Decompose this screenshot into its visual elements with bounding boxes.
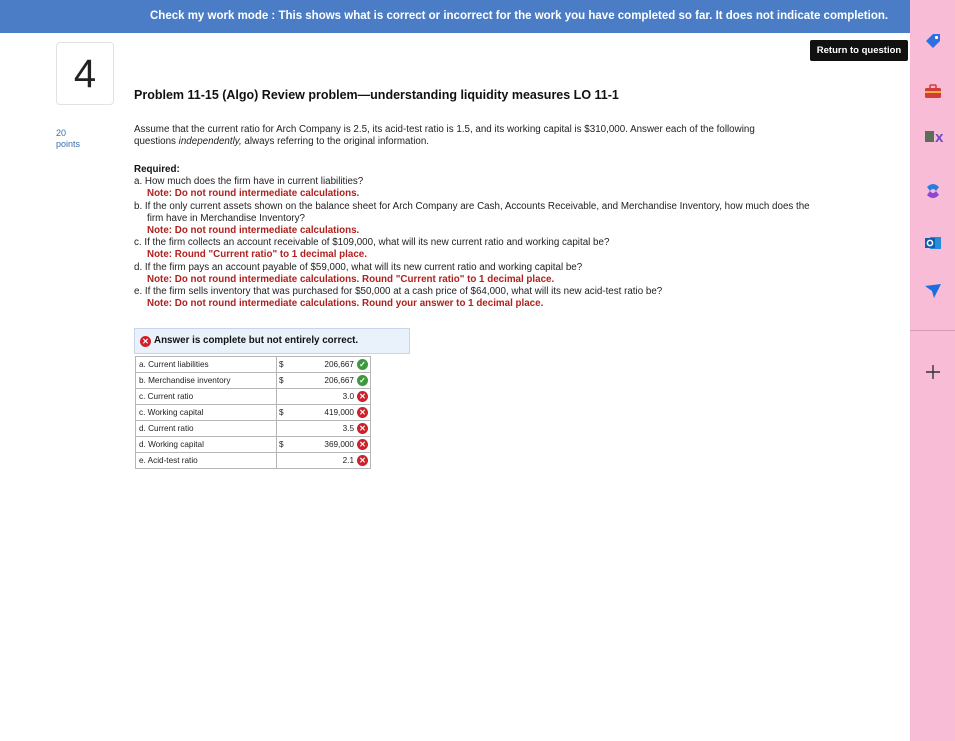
answer-value-cell[interactable]: [295, 373, 371, 389]
plus-icon[interactable]: [922, 361, 944, 383]
correct-icon: ✓: [357, 359, 368, 370]
answer-value: 206,667: [324, 375, 354, 385]
answer-value: 3.0: [342, 391, 354, 401]
answer-value-cell[interactable]: [295, 421, 371, 437]
answer-value-cell[interactable]: [295, 437, 371, 453]
points-unit: points: [56, 139, 81, 149]
table-row: [136, 373, 371, 389]
intro-text-1: Assume that the current ratio for Arch Company is 2.5, its acid-test ratio is 1.5, and its working capital is $310,000. Answer each of the following questions: [134, 124, 755, 147]
answer-currency: $: [277, 357, 295, 373]
required-item-a: a. How much does the firm have in current liabilities?: [134, 176, 364, 188]
incorrect-icon: ✕: [357, 391, 368, 402]
answer-label: b. Merchandise inventory: [136, 373, 277, 389]
translate-icon[interactable]: [922, 126, 944, 148]
answer-currency: [277, 453, 295, 469]
required-section: [134, 164, 814, 310]
answer-label: d. Working capital: [136, 437, 277, 453]
required-note-a: Note: Do not round intermediate calculations.: [147, 188, 360, 200]
required-item-d: d. If the firm pays an account payable of $59,000, what will its new current ratio and working capital be?: [134, 261, 583, 273]
answer-value: 206,667: [324, 359, 354, 369]
svg-text:X: X: [935, 132, 943, 145]
sidebar-divider: [910, 330, 955, 331]
answer-label: e. Acid-test ratio: [136, 453, 277, 469]
required-item-e: e. If the firm sells inventory that was purchased for $50,000 at a cash price of $64,000, what will its new acid-test ratio be?: [134, 286, 663, 298]
return-to-question-button[interactable]: Return to question: [810, 40, 908, 61]
answer-value-cell[interactable]: [295, 357, 371, 373]
required-note-d: Note: Do not round intermediate calculations. Round "Current ratio" to 1 decimal place.: [147, 273, 555, 285]
answer-currency: [277, 421, 295, 437]
intro-italic: independently,: [178, 136, 242, 147]
toolbox-icon[interactable]: [922, 80, 944, 102]
answer-label: d. Current ratio: [136, 421, 277, 437]
answer-value: 2.1: [342, 455, 354, 465]
answer-label: c. Current ratio: [136, 389, 277, 405]
answer-currency: $: [277, 373, 295, 389]
problem-title: Problem 11-15 (Algo) Review problem—understanding liquidity measures LO 11-1: [134, 88, 619, 102]
answer-label: a. Current liabilities: [136, 357, 277, 373]
browser-sidebar: [910, 0, 955, 741]
table-row: [136, 389, 371, 405]
answer-currency: $: [277, 437, 295, 453]
send-icon[interactable]: [922, 280, 944, 302]
answer-value: 419,000: [324, 407, 354, 417]
copilot-icon[interactable]: [922, 180, 944, 202]
answer-value-cell[interactable]: [295, 405, 371, 421]
check-work-banner: Check my work mode : This shows what is correct or incorrect for the work you have completed so far. It does not indicate completion.: [0, 0, 910, 33]
required-item-b: b. If the only current assets shown on the balance sheet for Arch Company are Cash, Accounts Receivable, and Merchandise Inventory, how much does the firm have in Merchandise Inventory?: [134, 200, 810, 224]
answer-status-text: Answer is complete but not entirely correct.: [154, 335, 359, 346]
question-number: 4: [56, 42, 114, 105]
answer-currency: [277, 389, 295, 405]
incorrect-icon: ✕: [357, 439, 368, 450]
points-label: [56, 128, 80, 150]
incorrect-icon: ✕: [357, 407, 368, 418]
answer-table: [135, 356, 371, 469]
table-row: [136, 405, 371, 421]
table-row: [136, 421, 371, 437]
incorrect-icon: ✕: [357, 423, 368, 434]
intro-text-2: always referring to the original information.: [241, 136, 430, 147]
answer-status-box: [134, 328, 410, 354]
answer-currency: $: [277, 405, 295, 421]
required-item-c: c. If the firm collects an account receivable of $109,000, what will its new current ratio and working capital be?: [134, 237, 610, 249]
required-heading: Required:: [134, 164, 180, 175]
outlook-icon[interactable]: [922, 232, 944, 254]
answer-value-cell[interactable]: [295, 453, 371, 469]
answer-label: c. Working capital: [136, 405, 277, 421]
tag-icon[interactable]: [922, 30, 944, 52]
problem-intro: [134, 124, 794, 148]
correct-icon: ✓: [357, 375, 368, 386]
points-value: 20: [56, 128, 67, 138]
table-row: [136, 437, 371, 453]
answer-value: 369,000: [324, 439, 354, 449]
incorrect-icon: ✕: [140, 336, 151, 347]
required-note-c: Note: Round "Current ratio" to 1 decimal place.: [147, 249, 367, 261]
required-note-e: Note: Do not round intermediate calculations. Round your answer to 1 decimal place.: [147, 298, 544, 310]
table-row: [136, 357, 371, 373]
answer-value-cell[interactable]: [295, 389, 371, 405]
required-note-b: Note: Do not round intermediate calculations.: [147, 225, 360, 237]
table-row: [136, 453, 371, 469]
answer-value: 3.5: [342, 423, 354, 433]
incorrect-icon: ✕: [357, 455, 368, 466]
